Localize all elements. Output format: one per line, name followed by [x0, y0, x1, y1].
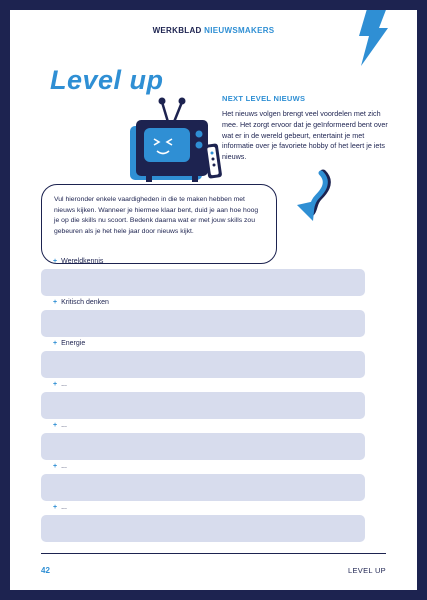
plus-icon: +	[53, 422, 58, 429]
skill-input-field[interactable]	[41, 310, 365, 337]
skill-name: Energie	[61, 340, 86, 347]
plus-icon: +	[53, 381, 58, 388]
footer-divider	[41, 553, 386, 554]
skill-input-field[interactable]	[41, 515, 365, 542]
worksheet-page	[10, 10, 417, 590]
skill-item	[41, 422, 365, 463]
plus-icon: +	[53, 340, 58, 347]
skill-label	[53, 463, 67, 470]
skill-item	[41, 381, 365, 422]
skill-input-field[interactable]	[41, 392, 365, 419]
skill-input-field[interactable]	[41, 474, 365, 501]
skill-name: ...	[61, 422, 67, 429]
next-level-body: Het nieuws volgen brengt veel voordelen met zich mee. Het zorgt ervoor dat je geïnformeerd bent over wat er in de wereld gebeurt, entertaint je met informatie over je favoriete hobby of het leert je iets nieuws.	[222, 109, 388, 162]
skill-name: ...	[61, 381, 67, 388]
skill-label	[53, 299, 109, 306]
skill-item	[41, 463, 365, 504]
skill-label	[53, 422, 67, 429]
instructions-box: Vul hieronder enkele vaardigheden in die te maken hebben met nieuws kijken. Wanneer je hiermee klaar bent, duid je aan hoe hoog je op die skills nu scoort. Bedenk daarna wat er met jouw skills zou gebeuren als je het hele jaar door nieuws kijkt.	[41, 184, 277, 264]
skill-label	[53, 258, 103, 265]
skill-item	[41, 340, 365, 381]
page-title: Level up	[50, 65, 164, 95]
skill-name: Wereldkennis	[61, 258, 104, 265]
skill-item	[41, 504, 365, 545]
page-number: 42	[41, 566, 50, 575]
skill-label	[53, 340, 85, 347]
plus-icon: +	[53, 504, 58, 511]
footer-section-title: LEVEL UP	[348, 566, 386, 575]
skill-input-field[interactable]	[41, 433, 365, 460]
skill-name: ...	[61, 504, 67, 511]
skill-label	[53, 381, 67, 388]
lightning-bolt-icon	[355, 10, 389, 66]
skill-item	[41, 299, 365, 340]
skill-item	[41, 258, 365, 299]
curved-arrow-icon	[293, 167, 333, 223]
header-nieuwsmakers: NIEUWSMAKERS	[204, 26, 275, 35]
header-werkblad: WERKBLAD	[152, 26, 202, 35]
skills-list	[41, 258, 365, 545]
skill-name: Kritisch denken	[61, 299, 109, 306]
tv-mascot-illustration	[124, 96, 232, 186]
plus-icon: +	[53, 463, 58, 470]
skill-input-field[interactable]	[41, 351, 365, 378]
next-level-heading: NEXT LEVEL NIEUWS	[222, 94, 306, 103]
plus-icon: +	[53, 258, 58, 265]
skill-input-field[interactable]	[41, 269, 365, 296]
plus-icon: +	[53, 299, 58, 306]
skill-name: ...	[61, 463, 67, 470]
skill-label	[53, 504, 67, 511]
